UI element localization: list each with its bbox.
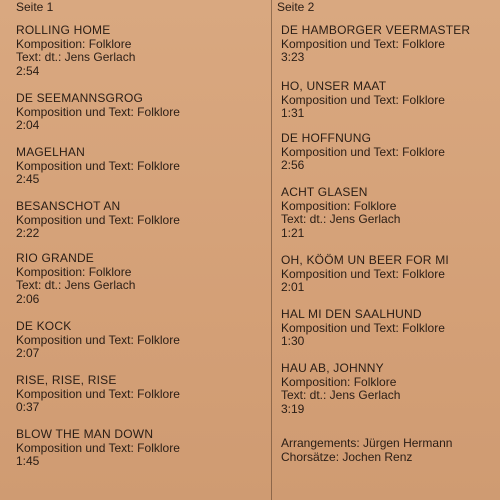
track-credit: Komposition: Folklore <box>16 36 132 51</box>
side-2-heading: Seite 2 <box>277 0 315 14</box>
track-credit: Komposition und Text: Folklore <box>16 332 180 347</box>
track <box>16 92 180 133</box>
track-duration: 2:06 <box>16 291 40 306</box>
side-1-heading: Seite 1 <box>16 0 54 14</box>
track-credit: Komposition und Text: Folklore <box>16 104 180 119</box>
track-credit: Text: dt.: Jens Gerlach <box>281 388 401 403</box>
track-title: OH, KÖÖM UN BEER FOR MI <box>281 253 449 267</box>
track-credit: Text: dt.: Jens Gerlach <box>16 278 136 293</box>
track-duration: 2:56 <box>281 158 305 173</box>
track-credit: Text: dt.: Jens Gerlach <box>281 212 401 227</box>
track-title: HAL MI DEN SAALHUND <box>281 307 422 321</box>
production-credits <box>281 437 452 464</box>
track-credit: Komposition und Text: Folklore <box>281 92 445 107</box>
track-credit: Komposition und Text: Folklore <box>16 158 180 173</box>
track-duration: 2:07 <box>16 346 40 361</box>
track-title: DE SEEMANNSGROG <box>16 91 144 105</box>
track <box>16 146 180 187</box>
track-duration: 2:22 <box>16 226 40 241</box>
track <box>16 428 180 469</box>
track-duration: 1:45 <box>16 454 40 469</box>
track <box>16 24 135 78</box>
track-title: HO, UNSER MAAT <box>281 79 387 93</box>
track-credit: Text: dt.: Jens Gerlach <box>16 50 136 65</box>
track <box>281 132 445 173</box>
track <box>281 308 445 349</box>
track-credit: Komposition: Folklore <box>281 374 397 389</box>
track-title: HAU AB, JOHNNY <box>281 361 384 375</box>
track <box>281 80 445 121</box>
track-duration: 1:31 <box>281 106 305 121</box>
track-credit: Komposition und Text: Folklore <box>16 440 180 455</box>
track-credit: Komposition und Text: Folklore <box>281 144 445 159</box>
track <box>281 24 470 65</box>
track <box>16 320 180 361</box>
track <box>16 252 135 306</box>
track-title: BESANSCHOT AN <box>16 199 121 213</box>
track-duration: 1:30 <box>281 334 305 349</box>
track-title: RIO GRANDE <box>16 251 95 265</box>
track-credit: Komposition und Text: Folklore <box>281 266 445 281</box>
track-title: BLOW THE MAN DOWN <box>16 427 154 441</box>
track-duration: 3:19 <box>281 401 305 416</box>
track-credit: Komposition und Text: Folklore <box>16 212 180 227</box>
track-credit: Komposition: Folklore <box>16 264 132 279</box>
track-duration: 1:21 <box>281 225 305 240</box>
track-title: DE KOCK <box>16 319 72 333</box>
track-title: MAGELHAN <box>16 145 85 159</box>
credit-choral: Chorsätze: Jochen Renz <box>281 449 413 464</box>
track-duration: 2:54 <box>16 63 40 78</box>
track <box>281 362 400 416</box>
track-title: ACHT GLASEN <box>281 185 368 199</box>
track-credit: Komposition und Text: Folklore <box>16 386 180 401</box>
track-title: DE HOFFNUNG <box>281 131 372 145</box>
credit-arrangements: Arrangements: Jürgen Hermann <box>281 436 453 450</box>
track-credit: Komposition und Text: Folklore <box>281 36 445 51</box>
track <box>281 186 400 240</box>
column-divider <box>271 0 272 500</box>
track <box>16 200 180 241</box>
track-duration: 2:45 <box>16 172 40 187</box>
track <box>16 374 180 415</box>
track-credit: Komposition: Folklore <box>281 198 397 213</box>
track-title: RISE, RISE, RISE <box>16 373 117 387</box>
track <box>281 254 449 295</box>
track-duration: 0:37 <box>16 400 40 415</box>
track-duration: 3:23 <box>281 50 305 65</box>
track-duration: 2:04 <box>16 118 40 133</box>
track-title: DE HAMBORGER VEERMASTER <box>281 23 471 37</box>
track-title: ROLLING HOME <box>16 23 111 37</box>
track-credit: Komposition und Text: Folklore <box>281 320 445 335</box>
track-duration: 2:01 <box>281 280 305 295</box>
